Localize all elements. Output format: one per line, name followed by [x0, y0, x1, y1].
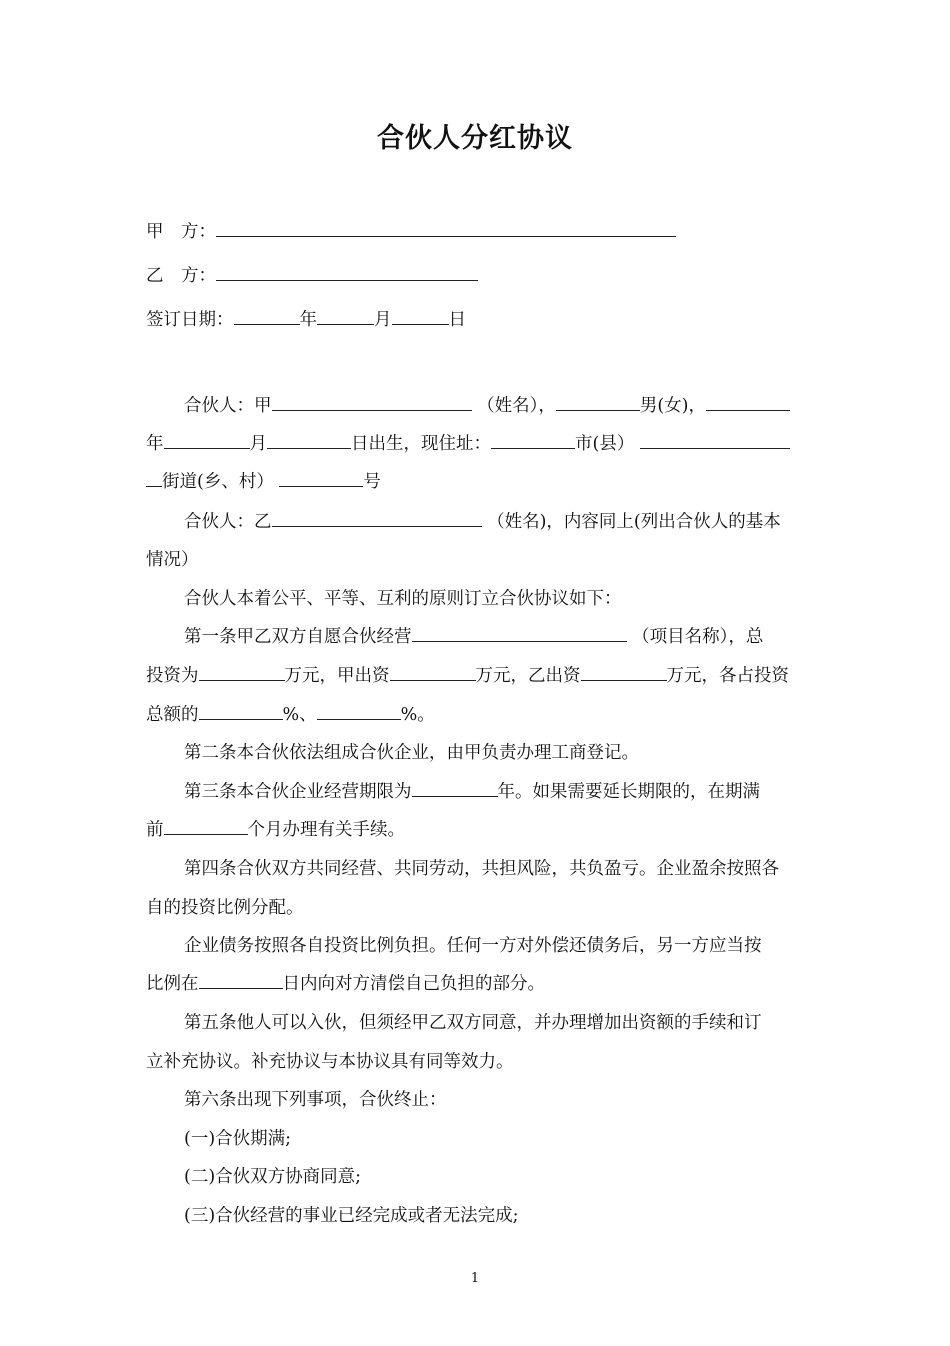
text: 第三条本合伙企业经营期限为 — [184, 782, 412, 802]
text: 自的投资比例分配。 — [146, 898, 304, 918]
party-b-label: 乙 方： — [146, 266, 216, 286]
text: 合伙人：乙 — [184, 512, 272, 532]
text: 万元，乙出资 — [475, 666, 581, 686]
blank[interactable] — [556, 394, 640, 411]
party-b-blank[interactable] — [216, 264, 478, 281]
party-a-blank[interactable] — [216, 220, 676, 237]
text: 合伙人本着公平、平等、互利的原则订立合伙协议如下： — [184, 589, 622, 609]
text: 街道(乡、村） — [162, 472, 274, 492]
text: 第一条甲乙双方自愿合伙经营 — [184, 627, 412, 647]
body-line — [146, 1050, 514, 1074]
blank[interactable] — [581, 664, 667, 681]
body-line — [184, 587, 622, 611]
body-line — [184, 934, 762, 958]
blank[interactable] — [199, 972, 283, 989]
body-line — [184, 510, 781, 534]
text: （姓名)，内容同上(列出合伙人的基本 — [487, 512, 781, 532]
body-line — [184, 857, 779, 881]
month-blank[interactable] — [317, 308, 374, 325]
body-line — [184, 1011, 762, 1035]
blank[interactable] — [706, 394, 790, 411]
year-blank[interactable] — [234, 308, 300, 325]
blank[interactable] — [317, 703, 401, 720]
body-line — [184, 1165, 361, 1189]
day-blank[interactable] — [392, 308, 449, 325]
sign-date-line — [146, 308, 466, 332]
body-line — [184, 625, 763, 649]
text: 年。如果需要延长期限的，在期满 — [497, 782, 760, 802]
body-line — [146, 664, 789, 688]
body-line — [184, 741, 639, 765]
body-line — [184, 1127, 291, 1151]
text: 日内向对方清偿自己负担的部分。 — [282, 974, 545, 994]
blank[interactable] — [164, 432, 250, 449]
text: 第二条本合伙依法组成合伙企业，由甲负责办理工商登记。 — [184, 743, 639, 763]
text: 第五条他人可以入伙，但须经甲乙双方同意，并办理增加出资额的手续和订 — [184, 1013, 762, 1033]
text: (一)合伙期满; — [184, 1129, 292, 1149]
text: （姓名）， — [477, 396, 556, 416]
text: 日出生，现住址： — [351, 434, 491, 454]
partner-a-name-blank[interactable] — [272, 394, 472, 411]
text: 比例在 — [146, 974, 199, 994]
body-line — [184, 394, 790, 418]
body-line — [146, 896, 304, 920]
blank[interactable] — [491, 432, 575, 449]
text: 市(县） — [575, 434, 635, 454]
text: （项目名称），总 — [632, 627, 764, 647]
text: 万元，甲出资 — [284, 666, 390, 686]
text: (三)合伙经营的事业已经完成或者无法完成; — [184, 1206, 519, 1226]
party-b-line — [146, 264, 478, 288]
body-line — [146, 972, 545, 996]
body-line — [146, 470, 381, 494]
document-title: 合伙人分红协议 — [377, 123, 573, 154]
sign-date-label: 签订日期： — [146, 310, 234, 330]
blank[interactable] — [267, 432, 351, 449]
project-name-blank[interactable] — [412, 625, 627, 642]
body-line — [146, 548, 199, 572]
text: 投资为 — [146, 666, 199, 686]
blank[interactable] — [279, 470, 363, 487]
text: 月 — [249, 434, 267, 454]
text: 企业债务按照各自投资比例负担。任何一方对外偿还债务后，另一方应当按 — [184, 936, 762, 956]
body-line — [184, 1088, 447, 1112]
page-number: 1 — [470, 1271, 480, 1286]
text: 万元，各占投资 — [666, 666, 789, 686]
blank[interactable] — [199, 703, 283, 720]
text: 年 — [146, 434, 164, 454]
blank[interactable] — [146, 470, 162, 487]
month-label: 月 — [374, 310, 392, 330]
year-label: 年 — [299, 310, 317, 330]
text: 第六条出现下列事项，合伙终止： — [184, 1090, 447, 1110]
text: 情况） — [146, 550, 199, 570]
text: (二)合伙双方协商同意; — [184, 1167, 362, 1187]
blank[interactable] — [164, 818, 248, 835]
text: %、 — [282, 705, 317, 725]
blank[interactable] — [412, 780, 498, 797]
body-line — [146, 432, 790, 456]
body-line — [146, 703, 435, 727]
party-a-line — [146, 220, 676, 244]
party-a-label: 甲 方： — [146, 222, 216, 242]
partner-b-name-blank[interactable] — [272, 510, 482, 527]
blank[interactable] — [640, 432, 790, 449]
body-line — [184, 780, 760, 804]
text: 立补充协议。补充协议与本协议具有同等效力。 — [146, 1052, 514, 1072]
body-line — [184, 1204, 519, 1228]
text: 合伙人：甲 — [184, 396, 272, 416]
text: 号 — [363, 472, 381, 492]
blank[interactable] — [390, 664, 476, 681]
text: 个月办理有关手续。 — [247, 820, 405, 840]
text: 前 — [146, 820, 164, 840]
text: 总额的 — [146, 705, 199, 725]
blank[interactable] — [199, 664, 285, 681]
text: %。 — [400, 705, 435, 725]
text: 第四条合伙双方共同经营、共同劳动，共担风险，共负盈亏。企业盈余按照各 — [184, 859, 779, 879]
text: 男(女)， — [639, 396, 706, 416]
day-label: 日 — [448, 310, 466, 330]
body-line — [146, 818, 405, 842]
